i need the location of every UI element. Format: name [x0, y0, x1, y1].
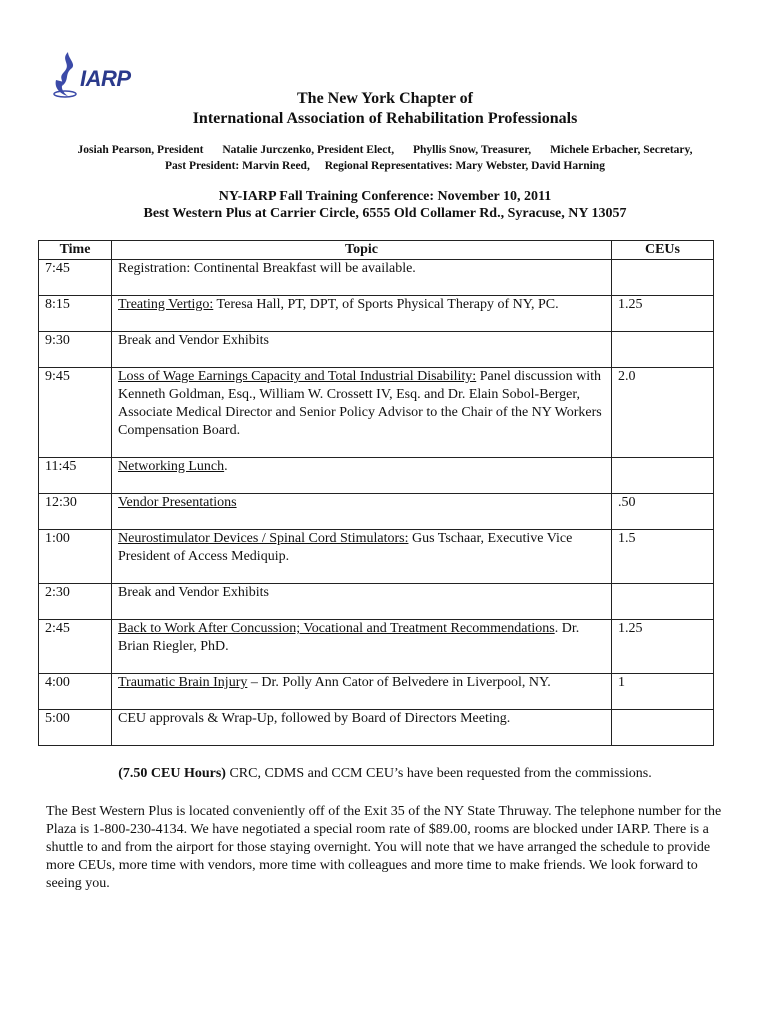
chapter-title: The New York Chapter of — [297, 90, 473, 107]
row-ceus — [612, 584, 714, 620]
officer: Josiah Pearson, President — [77, 144, 204, 156]
association-title: International Association of Rehabilitation Professionals — [192, 110, 578, 127]
row-time: 8:15 — [39, 296, 112, 332]
row-topic — [112, 260, 612, 296]
ceu-hours: (7.50 CEU Hours) — [118, 766, 226, 781]
row-ceus — [612, 710, 714, 746]
row-ceus: .50 — [612, 494, 714, 530]
table-header-row — [39, 241, 714, 260]
header-topic: Topic — [112, 241, 612, 260]
officer: Past President: Marvin Reed, — [165, 160, 310, 172]
row-ceus — [612, 458, 714, 494]
table-row — [39, 620, 714, 674]
row-time: 9:45 — [39, 368, 112, 458]
table-row — [39, 494, 714, 530]
row-time: 4:00 — [39, 674, 112, 710]
header-time: Time — [39, 241, 112, 260]
row-time: 1:00 — [39, 530, 112, 584]
topic-detail: . — [224, 459, 228, 474]
table-row — [39, 260, 714, 296]
topic-title: Treating Vertigo: — [118, 297, 214, 312]
table-row — [39, 530, 714, 584]
row-ceus — [612, 260, 714, 296]
officer: Michele Erbacher, Secretary, — [550, 144, 693, 156]
table-row — [39, 584, 714, 620]
header-ceus: CEUs — [612, 241, 714, 260]
row-topic — [112, 674, 612, 710]
row-time: 2:45 — [39, 620, 112, 674]
row-ceus: 1.5 — [612, 530, 714, 584]
row-topic — [112, 710, 612, 746]
topic-detail: Teresa Hall, PT, DPT, of Sports Physical Therapy of NY, PC. — [213, 297, 559, 312]
row-topic — [112, 620, 612, 674]
row-ceus: 2.0 — [612, 368, 714, 458]
row-time: 11:45 — [39, 458, 112, 494]
row-topic — [112, 296, 612, 332]
table-row — [39, 710, 714, 746]
officers-line-2 — [20, 158, 750, 174]
topic-title: Loss of Wage Earnings Capacity and Total Industrial Disability: — [118, 369, 477, 384]
ceu-note: CRC, CDMS and CCM CEU’s have been requested from the commissions. — [225, 766, 652, 781]
row-topic — [112, 584, 612, 620]
topic-title: Neurostimulator Devices / Spinal Cord Stimulators: — [118, 531, 409, 546]
table-row — [39, 332, 714, 368]
topic-detail: Gus Tschaar, Executive Vice President of Access Mediquip. — [118, 531, 573, 564]
table-row — [39, 458, 714, 494]
row-time: 2:30 — [39, 584, 112, 620]
schedule-table — [38, 240, 714, 746]
topic-detail: Break and Vendor Exhibits — [118, 333, 269, 348]
row-topic — [112, 332, 612, 368]
row-topic — [112, 530, 612, 584]
officer: Natalie Jurczenko, President Elect, — [222, 144, 395, 156]
row-ceus: 1 — [612, 674, 714, 710]
officer: Phyllis Snow, Treasurer, — [412, 144, 532, 156]
topic-detail: Registration: Continental Breakfast will be available. — [118, 261, 416, 276]
conference-title: NY-IARP Fall Training Conference: November 10, 2011 — [218, 189, 552, 204]
info-paragraph: The Best Western Plus is located conveniently off of the Exit 35 of the NY State Thruway. The telephone number for the Plaza is 1-800-230-4134. We have negotiated a special room rate of $89.00, rooms are blocked under IARP. There is a shuttle to and from the airport for those staying overnight. You will note that we have arranged the schedule to provide more CEUs, more time with vendors, more time with colleagues and more time to make friends. We look forward to seeing you. — [46, 804, 722, 891]
officers-line-1 — [20, 142, 750, 158]
topic-title: Traumatic Brain Injury — [118, 675, 248, 690]
row-ceus — [612, 332, 714, 368]
topic-title: Vendor Presentations — [118, 495, 237, 510]
conference-location: Best Western Plus at Carrier Circle, 6555 Old Collamer Rd., Syracuse, NY 13057 — [143, 206, 627, 221]
table-row — [39, 674, 714, 710]
row-ceus: 1.25 — [612, 620, 714, 674]
logo-text: IARP — [80, 66, 131, 91]
row-time: 9:30 — [39, 332, 112, 368]
row-topic — [112, 368, 612, 458]
ceu-summary — [0, 766, 770, 782]
topic-detail: Panel discussion with Kenneth Goldman, Esq., William W. Crossett IV, Esq. and Dr. Elain Sobol-Berger, Associate Medical Director and Senior Policy Advisor to the Chair of the NY Workers Compensation Board. — [118, 369, 602, 438]
row-topic — [112, 494, 612, 530]
topic-title: Back to Work After Concussion; Vocational and Treatment Recommendations — [118, 621, 555, 636]
topic-detail: Break and Vendor Exhibits — [118, 585, 269, 600]
table-row — [39, 368, 714, 458]
table-row — [39, 296, 714, 332]
row-time: 5:00 — [39, 710, 112, 746]
topic-title: Networking Lunch — [118, 459, 225, 474]
topic-detail: CEU approvals & Wrap-Up, followed by Board of Directors Meeting. — [118, 711, 511, 726]
row-time: 12:30 — [39, 494, 112, 530]
row-time: 7:45 — [39, 260, 112, 296]
row-topic — [112, 458, 612, 494]
row-ceus: 1.25 — [612, 296, 714, 332]
topic-detail: – Dr. Polly Ann Cator of Belvedere in Liverpool, NY. — [247, 675, 551, 690]
officer: Regional Representatives: Mary Webster, David Harning — [324, 160, 605, 172]
topic-detail: . Dr. Brian Riegler, PhD. — [118, 621, 580, 654]
